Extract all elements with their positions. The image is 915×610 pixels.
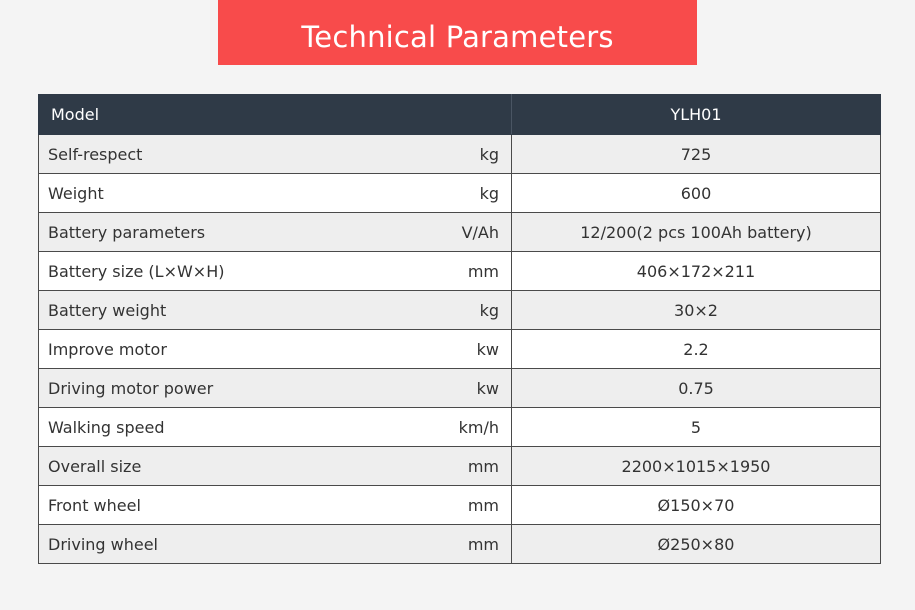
param-cell [39,135,512,174]
param-cell [39,174,512,213]
table-row [39,291,881,330]
param-label: Battery weight [48,300,167,320]
param-label: Battery size (L×W×H) [48,261,225,281]
param-unit: kw [476,378,499,398]
param-value: 2200×1015×1950 [512,447,881,486]
table-row [39,213,881,252]
param-cell [39,330,512,369]
param-unit: kg [479,183,499,203]
table-row [39,369,881,408]
param-label: Walking speed [48,417,165,437]
param-cell [39,291,512,330]
param-label: Front wheel [48,495,141,515]
param-unit: mm [467,261,499,281]
param-unit: mm [467,495,499,515]
header-model-value: YLH01 [512,95,881,135]
param-cell [39,408,512,447]
technical-parameters-table [38,94,881,564]
table-row [39,330,881,369]
param-label: Weight [48,183,104,203]
table-row [39,525,881,564]
param-unit: kw [476,339,499,359]
param-unit: km/h [458,417,499,437]
table-row [39,486,881,525]
param-label: Battery parameters [48,222,206,242]
param-unit: kg [479,144,499,164]
table-header-row [39,95,881,135]
param-label: Improve motor [48,339,167,359]
table-row [39,252,881,291]
param-value: 12/200(2 pcs 100Ah battery) [512,213,881,252]
header-model-label: Model [39,95,512,135]
param-cell [39,525,512,564]
param-label: Driving motor power [48,378,214,398]
param-unit: kg [479,300,499,320]
param-cell [39,486,512,525]
param-value: 600 [512,174,881,213]
param-value: 30×2 [512,291,881,330]
page-title-text: Technical Parameters [301,19,614,54]
param-value: 2.2 [512,330,881,369]
param-cell [39,213,512,252]
param-cell [39,447,512,486]
param-unit: mm [467,534,499,554]
param-label: Overall size [48,456,142,476]
param-label: Self-respect [48,144,143,164]
table-row [39,447,881,486]
table-row [39,408,881,447]
param-cell [39,369,512,408]
param-cell [39,252,512,291]
param-value: 406×172×211 [512,252,881,291]
param-label: Driving wheel [48,534,158,554]
param-unit: V/Ah [461,222,499,242]
param-unit: mm [467,456,499,476]
param-value: Ø150×70 [512,486,881,525]
param-value: 0.75 [512,369,881,408]
table-row [39,135,881,174]
page-title [218,0,697,65]
table-row [39,174,881,213]
param-value: 5 [512,408,881,447]
param-value: 725 [512,135,881,174]
param-value: Ø250×80 [512,525,881,564]
